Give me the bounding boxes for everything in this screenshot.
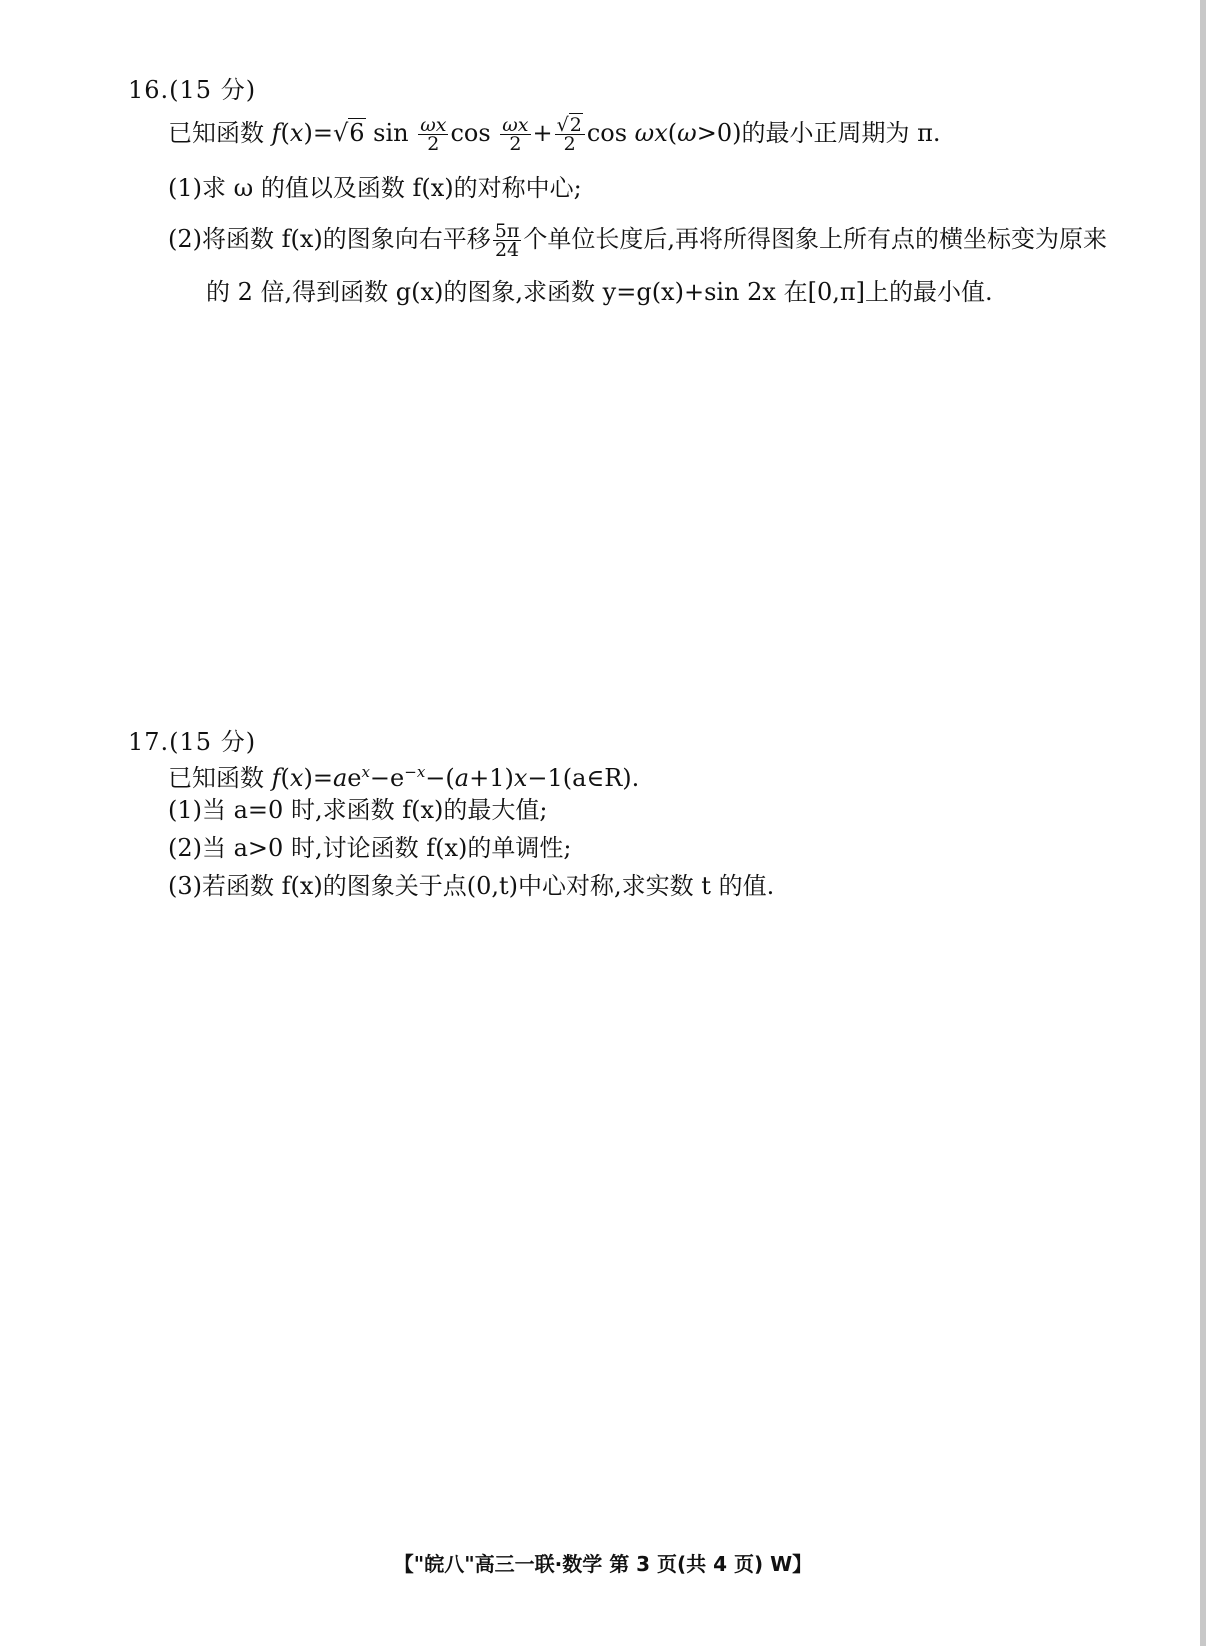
page-edge [1200, 0, 1206, 1646]
q16-shift-den: 24 [494, 239, 520, 261]
q16-part2-a: (2)将函数 f(x)的图象向右平移 [168, 225, 491, 253]
question-16-part-2-continued: 的 2 倍,得到函数 g(x)的图象,求函数 y=g(x)+sin 2x 在[0,π]上的最小值. [206, 278, 993, 306]
question-17-part-3: (3)若函数 f(x)的图象关于点(0,t)中心对称,求实数 t 的值. [168, 872, 775, 900]
q16-formula: f(x)=√6 sin $\frac{\omega x}{2}$ cos $\frac{\omega x}{2}$ + $\frac{√2}{2}$ cos ωx(ω>0) [271, 114, 742, 155]
q17-formula: $f(x)=ae^x-e^{-x}-(a+1)x-1$ [271, 763, 563, 792]
q16-stem-prefix: 已知函数 [168, 119, 264, 147]
question-16-part-1: (1)求 ω 的值以及函数 f(x)的对称中心; [168, 174, 582, 202]
question-16-stem [168, 116, 941, 153]
question-16-number: 16.(15 分) [128, 76, 257, 104]
question-16-part-2 [168, 222, 1107, 259]
q16-shift-fraction [493, 222, 522, 259]
q16-shift-num: 5π [494, 220, 520, 242]
page-footer: 【"皖八"高三一联·数学 第 3 页(共 4 页) W】 [393, 1552, 813, 1576]
question-17-part-1: (1)当 a=0 时,求函数 f(x)的最大值; [168, 796, 548, 824]
q17-stem-suffix: (a∈R). [562, 764, 640, 792]
question-17-number: 17.(15 分) [128, 728, 257, 756]
q16-part2-b: 个单位长度后,再将所得图象上所有点的横坐标变为原来 [523, 225, 1107, 253]
q17-stem-prefix: 已知函数 [168, 764, 264, 792]
question-17-stem [168, 756, 639, 794]
question-17-part-2: (2)当 a>0 时,讨论函数 f(x)的单调性; [168, 834, 572, 862]
q16-stem-suffix: 的最小正周期为 π. [741, 119, 941, 147]
